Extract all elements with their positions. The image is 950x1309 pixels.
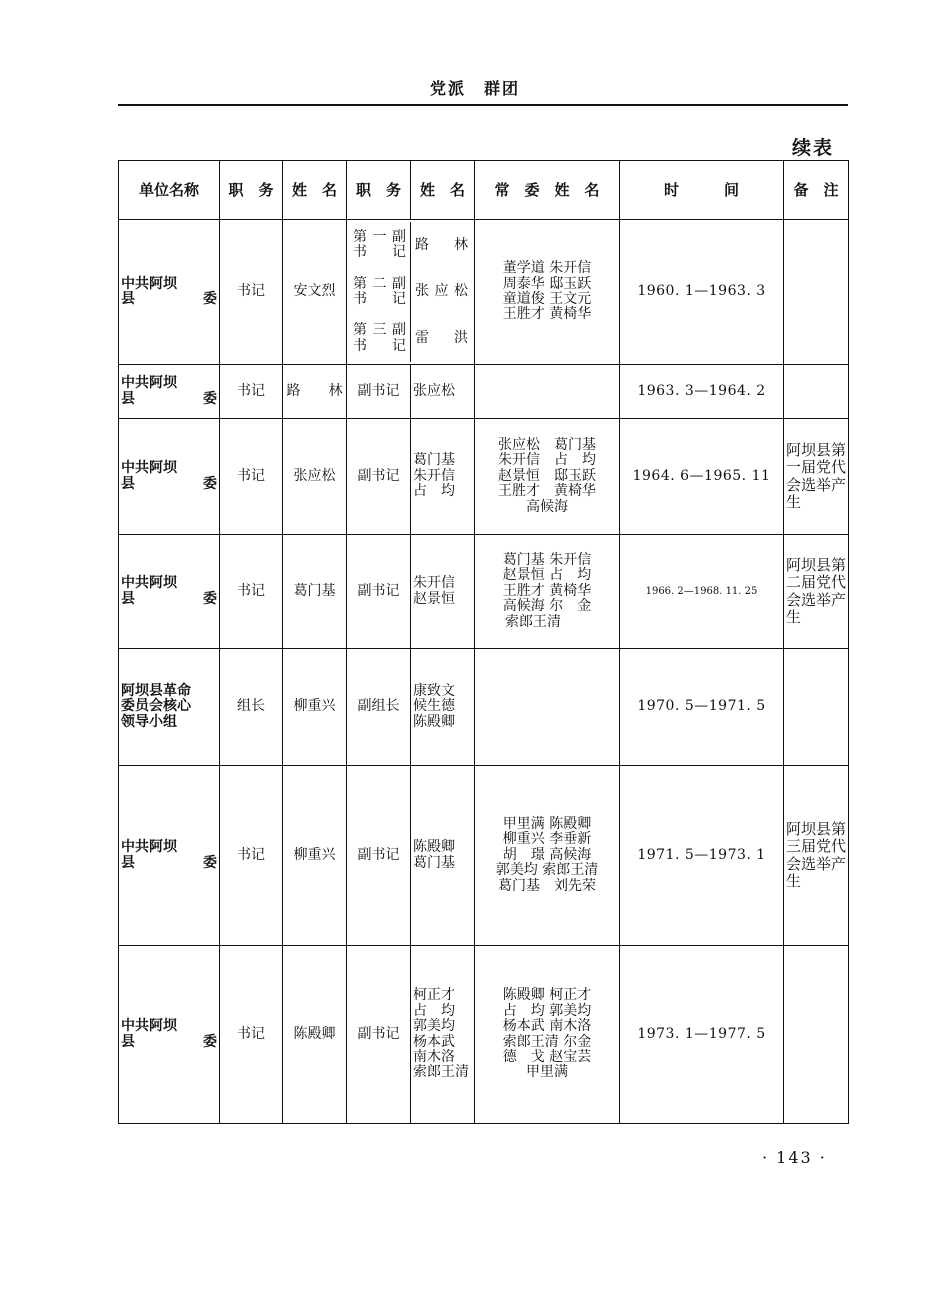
continued-label: 续表 bbox=[792, 137, 835, 159]
standing-committee: 甲里满 陈殿卿 柳重兴 李垂新 胡 璟 高候海 郭美均 索郎王清 葛门基 刘先荣 bbox=[475, 766, 620, 946]
unit-name: 中共阿坝 县 委 bbox=[119, 766, 220, 946]
deputy-title: 副书记 bbox=[347, 419, 411, 535]
unit-name: 中共阿坝 县 委 bbox=[119, 419, 220, 535]
position: 组长 bbox=[220, 649, 283, 766]
table-row bbox=[119, 419, 849, 535]
deputy-title: 副书记 bbox=[347, 766, 411, 946]
note bbox=[784, 220, 849, 365]
deputy-title: 副书记 bbox=[347, 535, 411, 649]
deputy-title: 副组长 bbox=[347, 649, 411, 766]
table-row bbox=[119, 766, 849, 946]
person-name: 路 林 bbox=[283, 365, 347, 419]
column-header: 职 务 bbox=[220, 161, 283, 220]
unit-name: 中共阿坝 县 委 bbox=[119, 365, 220, 419]
position: 书记 bbox=[220, 766, 283, 946]
deputy-name: 雷 洪 bbox=[415, 329, 468, 346]
standing-committee: 张应松 葛门基 朱开信 占 均 赵景恒 邸玉跃 王胜才 黄椅华 高候海 bbox=[475, 419, 620, 535]
header-row bbox=[119, 161, 849, 220]
unit-name: 中共阿坝 县 委 bbox=[119, 535, 220, 649]
deputy-name: 张应松 bbox=[415, 283, 468, 300]
standing-committee: 董学道 朱开信 周泰华 邸玉跃 童道俊 王文元 王胜才 黄椅华 bbox=[475, 220, 620, 365]
standing-committee bbox=[475, 649, 620, 766]
deputy-title: 第三副书记 bbox=[353, 322, 406, 354]
position: 书记 bbox=[220, 220, 283, 365]
deputy-names: 康致文 候生德 陈殿卿 bbox=[411, 649, 475, 766]
table-row bbox=[119, 946, 849, 1124]
position: 书记 bbox=[220, 365, 283, 419]
deputy-names: 朱开信 赵景恒 bbox=[411, 535, 475, 649]
deputy-names: 张应松 bbox=[411, 365, 475, 419]
unit-name: 阿坝县革命 委员会核心 领导小组 bbox=[119, 649, 220, 766]
person-name: 陈殿卿 bbox=[283, 946, 347, 1124]
column-header: 单位名称 bbox=[119, 161, 220, 220]
running-head: 党派 群团 bbox=[429, 79, 520, 98]
deputy-title: 第二副书记 bbox=[353, 275, 406, 307]
deputy-names: 柯正才 占 均 郭美均 杨本武 南木洛 索郎王清 bbox=[411, 946, 475, 1124]
column-header: 备 注 bbox=[784, 161, 849, 220]
period: 1964. 6—1965. 11 bbox=[620, 419, 784, 535]
header-rule bbox=[118, 104, 848, 106]
standing-committee: 陈殿卿 柯正才 占 均 郭美均 杨本武 南木洛 索郎王清 尔金 德 戈 赵宝芸 甲里满 bbox=[475, 946, 620, 1124]
deputy-title: 副书记 bbox=[347, 946, 411, 1124]
period: 1960. 1—1963. 3 bbox=[620, 220, 784, 365]
person-name: 柳重兴 bbox=[283, 649, 347, 766]
column-header: 常 委 姓 名 bbox=[475, 161, 620, 220]
note: 阿坝县第一届党代会选举产生 bbox=[784, 419, 849, 535]
position: 书记 bbox=[220, 535, 283, 649]
note: 阿坝县第二届党代会选举产生 bbox=[784, 535, 849, 649]
period: 1963. 3—1964. 2 bbox=[620, 365, 784, 419]
column-header: 姓 名 bbox=[411, 161, 475, 220]
unit-name: 中共阿坝 县 委 bbox=[119, 946, 220, 1124]
column-header: 职 务 bbox=[347, 161, 411, 220]
deputy-names: 陈殿卿 葛门基 bbox=[411, 766, 475, 946]
person-name: 柳重兴 bbox=[283, 766, 347, 946]
position: 书记 bbox=[220, 946, 283, 1124]
note: 阿坝县第三届党代会选举产生 bbox=[784, 766, 849, 946]
standing-committee bbox=[475, 365, 620, 419]
column-header: 时 间 bbox=[620, 161, 784, 220]
unit-name: 中共阿坝 县 委 bbox=[119, 220, 220, 365]
table-row bbox=[119, 220, 849, 365]
position: 书记 bbox=[220, 419, 283, 535]
note bbox=[784, 365, 849, 419]
table-row bbox=[119, 535, 849, 649]
person-name: 张应松 bbox=[283, 419, 347, 535]
period: 1966. 2—1968. 11. 25 bbox=[620, 535, 784, 649]
column-header: 姓 名 bbox=[283, 161, 347, 220]
deputy-names: 葛门基 朱开信 占 均 bbox=[411, 419, 475, 535]
person-name: 葛门基 bbox=[283, 535, 347, 649]
period: 1973. 1—1977. 5 bbox=[620, 946, 784, 1124]
page-number: · 143 · bbox=[762, 1148, 827, 1167]
table-row bbox=[119, 365, 849, 419]
deputy-title: 第一副书记 bbox=[353, 228, 406, 261]
standing-committee: 葛门基 朱开信 赵景恒 占 均 王胜才 黄椅华 高候海 尔 金 索郎王清 bbox=[475, 535, 620, 649]
note bbox=[784, 649, 849, 766]
person-name: 安文烈 bbox=[283, 220, 347, 365]
leadership-table bbox=[118, 160, 849, 1124]
note bbox=[784, 946, 849, 1124]
deputy-block bbox=[347, 220, 475, 365]
deputy-title: 副书记 bbox=[347, 365, 411, 419]
period: 1971. 5—1973. 1 bbox=[620, 766, 784, 946]
deputy-name: 路 林 bbox=[415, 236, 468, 253]
table-row bbox=[119, 649, 849, 766]
period: 1970. 5—1971. 5 bbox=[620, 649, 784, 766]
